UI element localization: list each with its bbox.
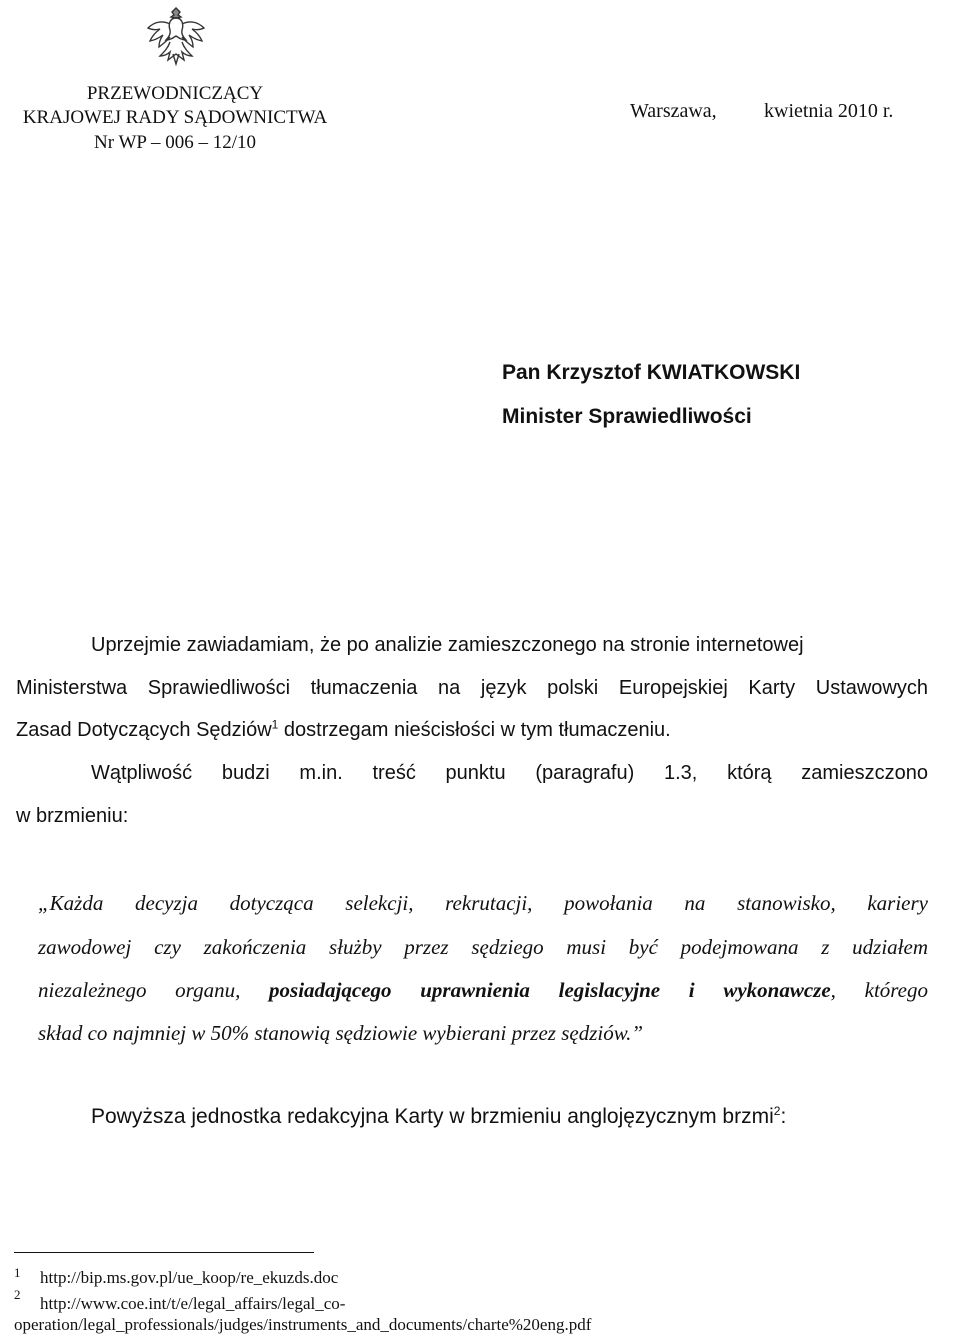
polish-eagle-emblem	[140, 2, 212, 72]
body-p3-colon: :	[780, 1105, 787, 1128]
footnote-number-2: 2	[14, 1287, 21, 1302]
sender-title: PRZEWODNICZĄCY	[86, 83, 264, 104]
recipient-title: Minister Sprawiedliwości	[502, 405, 752, 428]
body-p1-line2: Ministerstwa Sprawiedliwości tłumaczenia na język polski Europejskiej Karty Ustawowych	[16, 677, 928, 699]
date: kwietnia 2010 r.	[764, 100, 894, 122]
body-p2-line2: w brzmieniu:	[16, 805, 129, 827]
sender-organization: KRAJOWEJ RADY SĄDOWNICTWA	[22, 107, 328, 128]
body-p2-line1: Wątpliwość budzi m.in. treść punktu (paragrafu) 1.3, którą zamieszczono	[91, 762, 928, 784]
footnote-link-2-line1[interactable]: http://www.coe.int/t/e/legal_affairs/legal_co-	[40, 1294, 346, 1313]
place: Warszawa,	[630, 100, 717, 122]
footnote-separator	[14, 1252, 314, 1253]
quote-line3	[38, 978, 928, 1003]
footnote-link-2-line2[interactable]: operation/legal_professionals/judges/instruments_and_documents/charte%20eng.pdf	[14, 1315, 592, 1334]
quote-line1: „Każda decyzja dotycząca selekcji, rekrutacji, powołania na stanowisko, kariery	[38, 891, 928, 915]
body-p1-line3	[16, 719, 671, 742]
body-p3	[91, 1105, 786, 1129]
body-p1-line1: Uprzejmie zawiadamiam, że po analizie zamieszczonego na stronie internetowej	[91, 634, 804, 656]
quote-line4: skład co najmniej w 50% stanowią sędziowie wybierani przez sędziów.”	[38, 1021, 644, 1045]
footnote-link-1[interactable]: http://bip.ms.gov.pl/ue_koop/re_ekuzds.doc	[40, 1268, 339, 1287]
quote-line2: zawodowej czy zakończenia służby przez sędziego musi być podejmowana z udziałem	[38, 935, 928, 959]
body-p3-text: Powyższa jednostka redakcyjna Karty w brzmieniu anglojęzycznym brzmi	[91, 1105, 774, 1128]
quote-line3-bold: posiadającego uprawnienia legislacyjne i wykonawcze	[269, 978, 831, 1002]
footnote-ref-1: 1	[271, 717, 279, 732]
quote-line3-end: , którego	[830, 978, 928, 1002]
footnote-number-1: 1	[14, 1265, 21, 1280]
recipient-name: Pan Krzysztof KWIATKOWSKI	[502, 361, 801, 384]
reference-number: Nr WP – 006 – 12/10	[93, 132, 257, 153]
footnote-ref-2: 2	[773, 1104, 781, 1118]
quote-line3-start: niezależnego organu,	[38, 978, 270, 1002]
body-p1-line3-text: Zasad Dotyczących Sędziów	[16, 719, 272, 741]
body-p1-line3-rest: dostrzegam nieścisłości w tym tłumaczeniu.	[278, 719, 671, 741]
